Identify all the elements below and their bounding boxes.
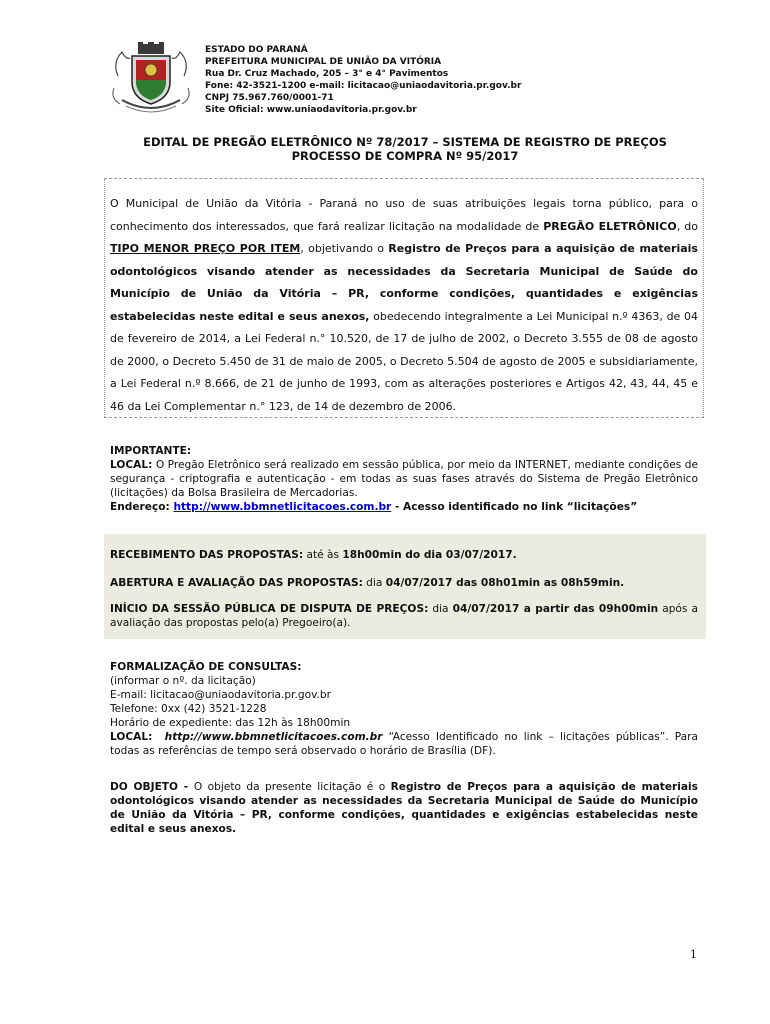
intro-paragraph <box>110 193 698 418</box>
bbmnet-link[interactable]: http://www.bbmnetlicitacoes.com.br <box>173 501 392 513</box>
session-line <box>110 602 698 630</box>
opening-line <box>110 576 698 590</box>
important-local-label: LOCAL: <box>110 459 153 471</box>
intro-type: TIPO MENOR PREÇO POR ITEM <box>110 242 301 255</box>
page-number: 1 <box>690 948 697 961</box>
letterhead <box>205 44 521 116</box>
intro-text-1: O Municipal de União da Vitória - Paraná no uso de suas atribuições legais torna público, para o conhecimento dos interessados, que fará realizar licitação na modalidade de <box>110 197 698 233</box>
session-value: 04/07/2017 a partir das 09h00min <box>452 603 659 615</box>
coat-of-arms-logo <box>108 42 194 114</box>
consultation-line-1: (informar o nº. da licitação) <box>110 675 256 687</box>
object-section <box>110 780 698 836</box>
important-local-text: O Pregão Eletrônico será realizado em sessão pública, por meio da INTERNET, mediante condições de segurança - criptografia e autenticação - em todas as suas fases através do Sistema de Pregão Eletrônico (licitações) da Bolsa Brasileira de Mercadorias. <box>110 459 698 499</box>
consultation-local-text: “Acesso Identificado no link – licitações públicas”. Para todas as referências de tempo será observado o horário de Brasília (DF). <box>110 731 698 757</box>
consultation-link[interactable]: http://www.bbmnetlicitacoes.com.br <box>164 731 383 743</box>
object-description: Registro de Preços para a aquisição de materiais odontológicos visando atender as necessidades da Secretaria Municipal de Saúde do Município de União da Vitória – PR, conforme condições, quantidades e exigências estabelecidas neste edital e seus anexos. <box>110 781 698 835</box>
object-text: O objeto da presente licitação é o <box>193 781 391 793</box>
receipt-mid: até às <box>303 549 343 561</box>
intro-modality: PREGÃO ELETRÔNICO <box>543 219 677 233</box>
important-address-label: Endereço: <box>110 501 174 513</box>
receipt-value: 18h00min do dia 03/07/2017. <box>342 549 517 561</box>
consultation-hours: Horário de expediente: das 12h às 18h00min <box>110 717 351 729</box>
header-address: Rua Dr. Cruz Machado, 205 – 3° e 4° Pavimentos <box>205 69 449 79</box>
header-contact: Fone: 42-3521-1200 e-mail: licitacao@uniaodavitoria.pr.gov.br <box>205 81 522 91</box>
opening-label: ABERTURA E AVALIAÇÃO DAS PROPOSTAS: <box>110 577 363 589</box>
consultation-local-label: LOCAL: <box>110 731 153 743</box>
header-site: Site Oficial: www.uniaodavitoria.pr.gov.br <box>205 105 417 115</box>
important-address-suffix: - Acesso identificado no link “licitações” <box>391 501 638 513</box>
session-mid: dia <box>428 603 453 615</box>
important-heading: IMPORTANTE: <box>110 445 192 457</box>
object-label: DO OBJETO - <box>110 781 194 793</box>
opening-value: 04/07/2017 das 08h01min as 08h59min. <box>385 577 625 589</box>
intro-text-4: obedecendo integralmente a Lei Municipal n.º 4363, de 04 de fevereiro de 2014, a Lei Federal n.° 10.520, de 17 de julho de 2002, o Decreto 3.555 de 08 de agosto de 2000, o Decreto 5.450 de 31 de maio de 2005, o Decreto 5.504 de agosto de 2005 e subsidiariamente, a Lei Federal n.º 8.666, de 21 de junho de 1993, com as alterações posteriores e Artigos 42, 43, 44, 45 e 46 da Lei Complementar n.° 123, de 14 de dezembro de 2006. <box>110 309 698 413</box>
intro-text-3: , objetivando o <box>300 242 389 255</box>
title-line-1: EDITAL DE PREGÃO ELETRÔNICO Nº 78/2017 – SISTEMA DE REGISTRO DE PREÇOS <box>143 135 667 149</box>
opening-mid: dia <box>362 577 386 589</box>
session-suffix: após a avaliação das propostas pelo(a) Pregoeiro(a). <box>110 603 698 629</box>
header-state: ESTADO DO PARANÁ <box>205 45 308 55</box>
header-municipality: PREFEITURA MUNICIPAL DE UNIÃO DA VITÓRIA <box>205 57 442 67</box>
receipt-label: RECEBIMENTO DAS PROPOSTAS: <box>110 549 304 561</box>
important-section <box>110 444 698 514</box>
consultation-phone: Telefone: 0xx (42) 3521-1228 <box>110 703 267 715</box>
session-label: INÍCIO DA SESSÃO PÚBLICA DE DISPUTA DE PREÇOS: <box>110 603 429 615</box>
document-title <box>60 135 750 163</box>
consultation-email: E-mail: licitacao@uniaodavitoria.pr.gov.br <box>110 689 331 701</box>
intro-text-2: , do <box>676 219 698 233</box>
header-cnpj: CNPJ 75.967.760/0001-71 <box>205 93 334 103</box>
receipt-line <box>110 548 698 562</box>
title-line-2: PROCESSO DE COMPRA Nº 95/2017 <box>291 149 519 163</box>
intro-object: Registro de Preços para a aquisição de materiais odontológicos visando atender as necessidades da Secretaria Municipal de Saúde do Município de União da Vitória – PR, conforme condições, quantidades e exigências estabelecidas neste edital e seus anexos, <box>110 242 698 323</box>
consultation-section <box>110 660 698 758</box>
consultation-heading: FORMALIZAÇÃO DE CONSULTAS: <box>110 661 302 673</box>
